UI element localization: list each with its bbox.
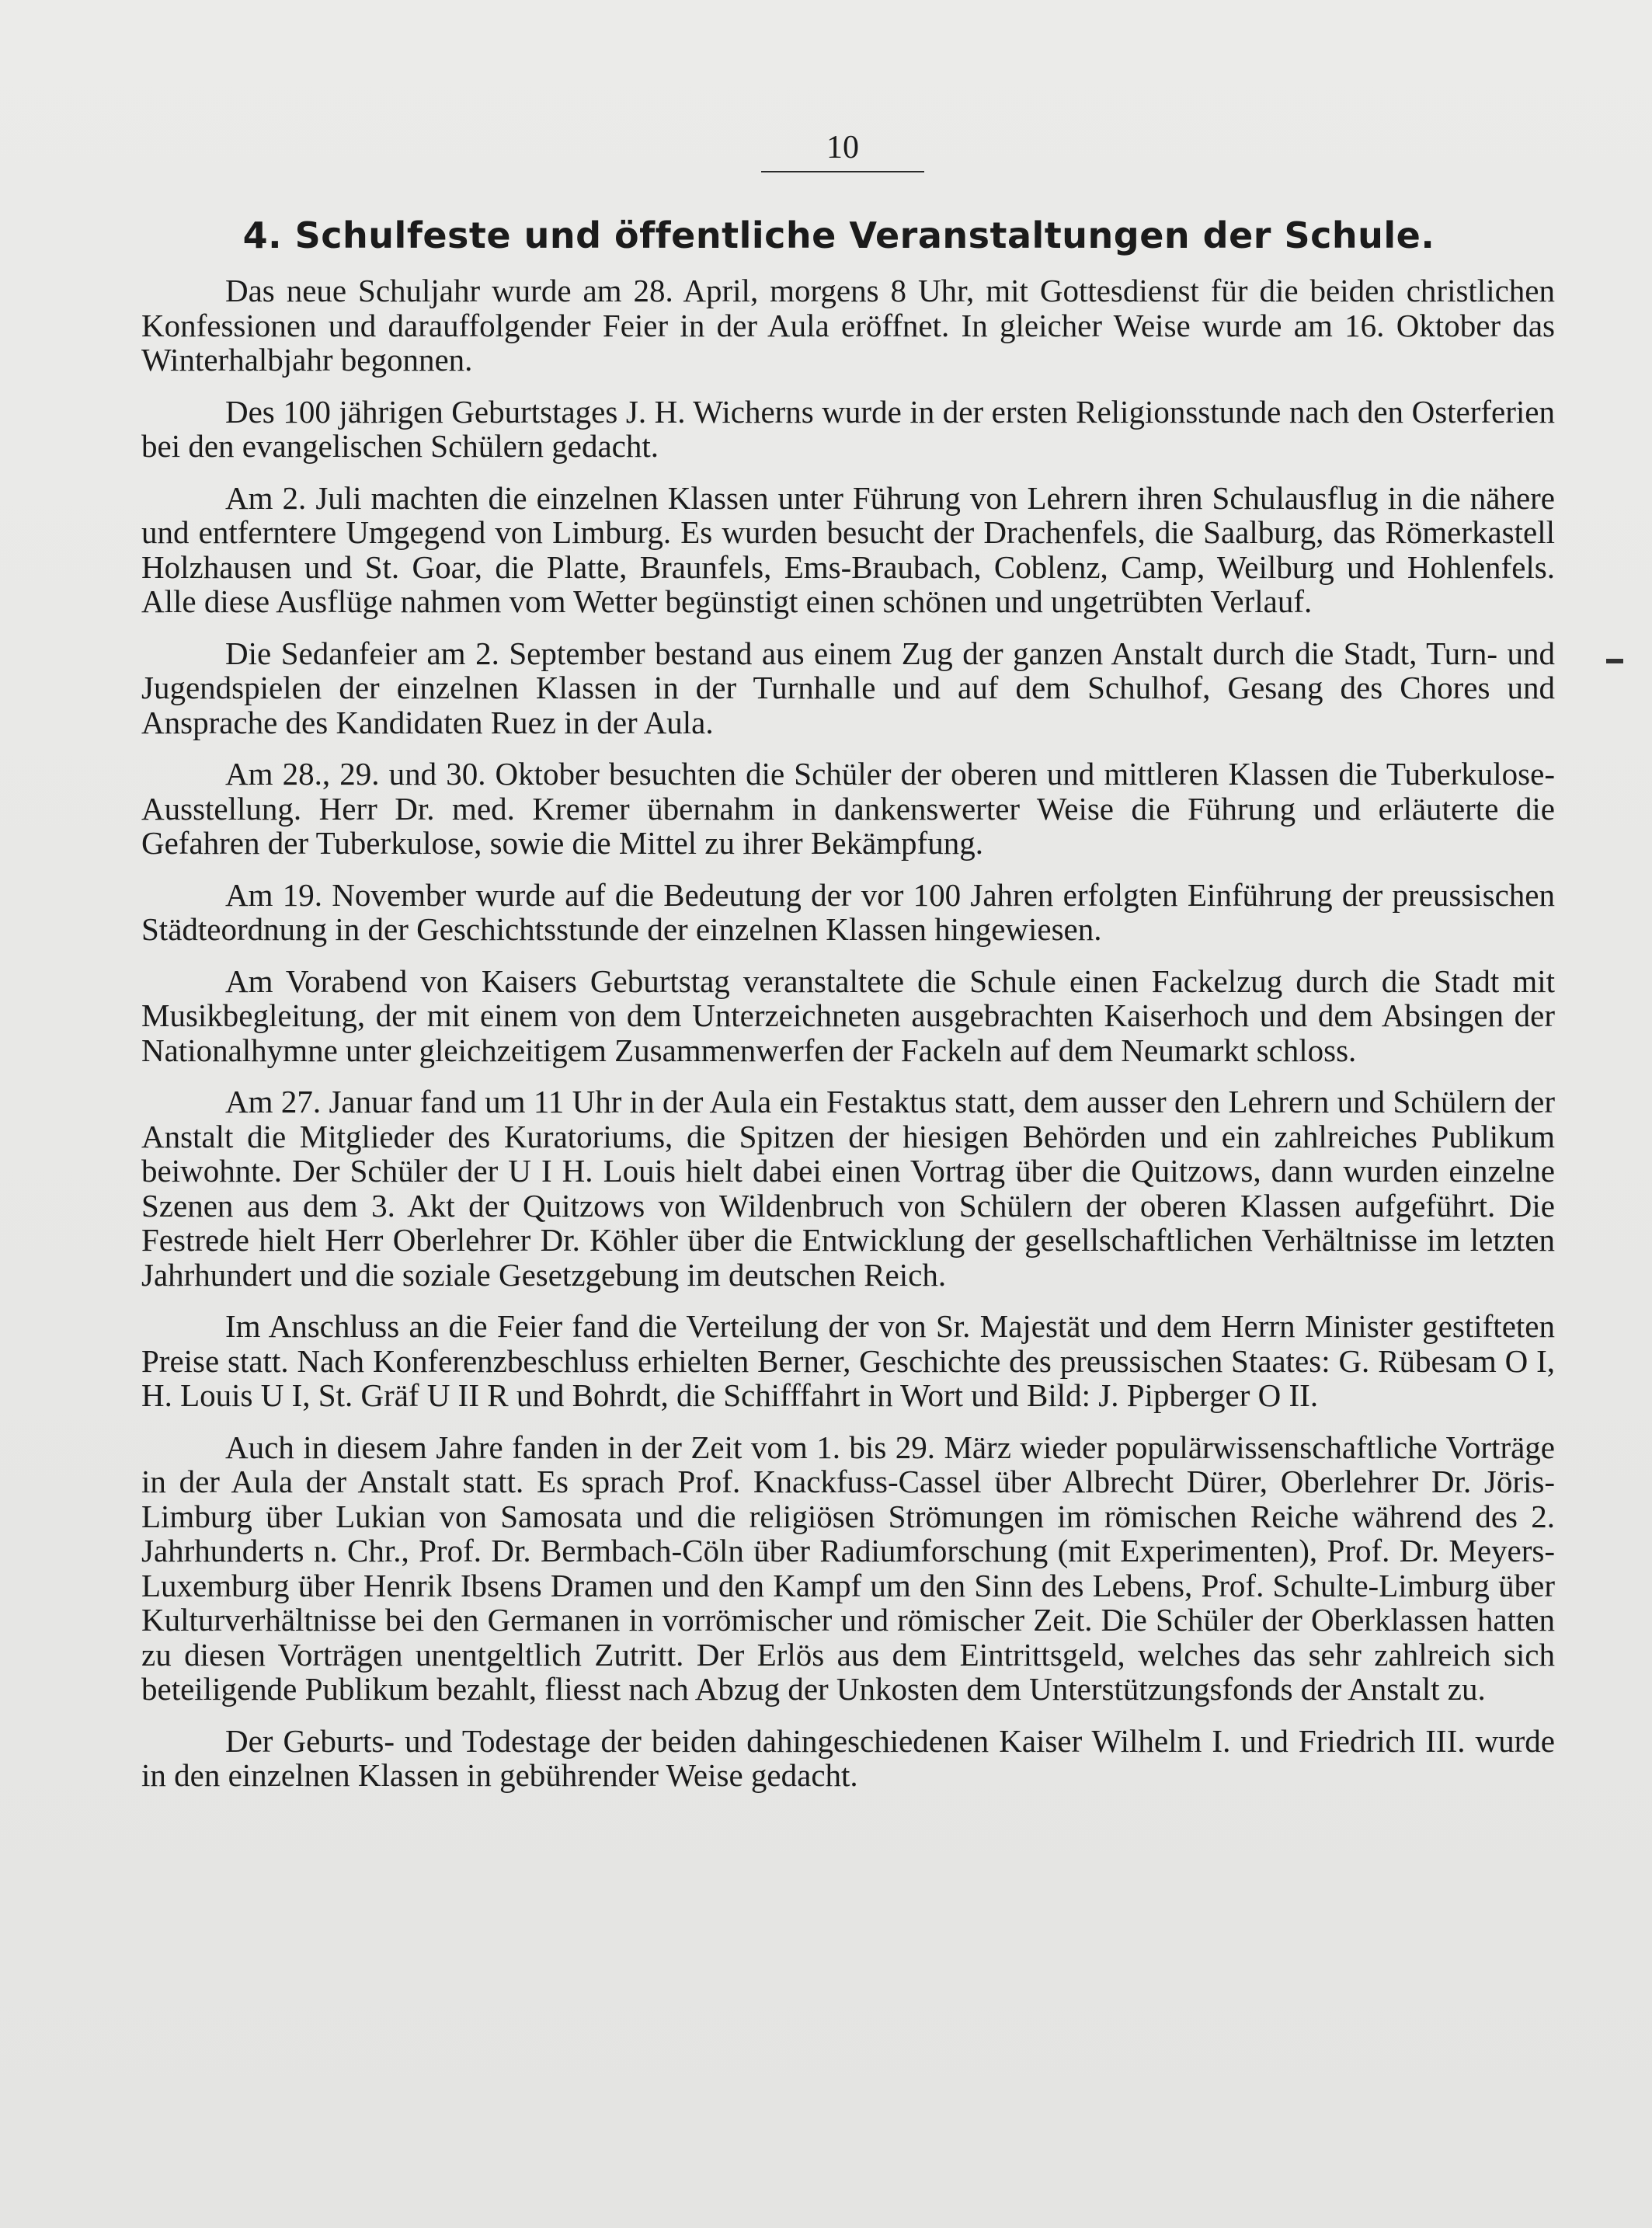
paragraph-festaktus: Am 27. Januar fand um 11 Uhr in der Aula ein Festaktus statt, dem ausser den Lehrern und Schülern der Anstalt die Mitglieder des Kuratoriums, die Spitzen der hiesigen Behörden und ein zahlreiches Publikum beiwohnte. Der Schüler der U I H. Louis hielt dabei einen Vortrag über die Quitzows, dann wurden einzelne Szenen aus dem 3. Akt der Quitzows von Wildenbruch von Schülern der oberen Klassen aufgeführt. Die Festrede hielt Herr Oberlehrer Dr. Köhler über die Entwicklung der gesellschaftlichen Verhältnisse im letzten Jahrhundert und die soziale Gesetzgebung im deutschen Reich. bbox=[141, 1084, 1555, 1293]
paragraph-school-excursions: Am 2. Juli machten die einzelnen Klassen unter Führung von Lehrern ihren Schulausflug in die nähere und entferntere Umgegend von Limburg. Es wurden besucht der Drachenfels, die Saalburg, das Römerkastell Holzhausen und St. Goar, die Platte, Braunfels, Ems-Braubach, Coblenz, Camp, Weilburg und Hohlenfels. Alle diese Ausflüge nahmen vom Wetter begünstigt einen schönen und ungetrübten Verlauf. bbox=[141, 479, 1555, 619]
paragraph-sedan-celebration: Die Sedanfeier am 2. September bestand aus einem Zug der ganzen Anstalt durch die Stadt, Turn- und Jugendspielen der einzelnen Klassen in der Turnhalle und auf dem Schulhof, Gesang des Chores und Ansprache des Kandidaten Ruez in der Aula. bbox=[141, 635, 1555, 740]
page-number-rule bbox=[761, 171, 924, 172]
paragraph-torchlight-procession: Am Vorabend von Kaisers Geburtstag veranstaltete die Schule einen Fackelzug durch die Stadt mit Musikbegleitung, der mit einem von dem Unterzeichneten ausgebrachten Kaiserhoch und dem Absingen der Nationalhymne unter gleichzeitigem Zusammenwerfen der Fackeln auf dem Neumarkt schloss. bbox=[141, 963, 1555, 1068]
paragraph-lectures: Auch in diesem Jahre fanden in der Zeit vom 1. bis 29. März wieder populärwissenschaftliche Vorträge in der Aula der Anstalt statt. Es sprach Prof. Knackfuss-Cassel über Albrecht Dürer, Oberlehrer Dr. Jöris-Limburg über Lukian von Samosata und die religiösen Strömungen im römischen Reiche während des 2. Jahrhunderts n. Chr., Prof. Dr. Bermbach-Cöln über Radiumforschung (mit Experimenten), Prof. Dr. Meyers-Luxemburg über Henrik Ibsens Dramen und den Kampf um den Sinn des Lebens, Prof. Schulte-Limburg über Kulturverhältnisse bei den Germanen in vorrömischer und römischer Zeit. Die Schüler der Oberklassen hatten zu diesen Vorträgen unentgeltlich Zutritt. Der Erlös aus dem Eintrittsgeld, welches das sehr zahlreich sich beteiligende Publikum bezahlt, fliesst nach Abzug der Unkosten dem Unterstützungsfonds der Anstalt zu. bbox=[141, 1429, 1555, 1707]
paragraph-wichern-birthday: Des 100 jährigen Geburtstages J. H. Wicherns wurde in der ersten Religionsstunde nach den Osterferien bei den evangelischen Schülern gedacht. bbox=[141, 393, 1555, 464]
paragraph-tuberculosis-exhibition: Am 28., 29. und 30. Oktober besuchten die Schüler der oberen und mittleren Klassen die Tuberkulose-Ausstellung. Herr Dr. med. Kremer übernahm in dankenswerter Weise die Führung und erläuterte die Gefahren der Tuberkulose, sowie die Mittel zu ihrer Bekämpfung. bbox=[141, 756, 1555, 861]
section-heading: 4. Schulfeste und öffentliche Veranstaltungen der Schule. bbox=[242, 214, 1435, 256]
margin-mark bbox=[1606, 659, 1623, 663]
body-text bbox=[141, 273, 1555, 1810]
page-number: 10 bbox=[826, 130, 859, 165]
paragraph-school-year-opening: Das neue Schuljahr wurde am 28. April, morgens 8 Uhr, mit Gottesdienst für die beiden christlichen Konfessionen und darauffolgender Feier in der Aula eröffnet. In gleicher Weise wurde am 16. Oktober das Winterhalbjahr begonnen. bbox=[141, 273, 1555, 378]
paragraph-city-ordinance: Am 19. November wurde auf die Bedeutung der vor 100 Jahren erfolgten Einführung der preussischen Städteordnung in der Geschichtsstunde der einzelnen Klassen hingewiesen. bbox=[141, 876, 1555, 947]
paragraph-prize-distribution: Im Anschluss an die Feier fand die Verteilung der von Sr. Majestät und dem Herrn Minister gestifteten Preise statt. Nach Konferenzbeschluss erhielten Berner, Geschichte des preussischen Staates: G. Rübesam O I, H. Louis U I, St. Gräf U II R und Bohrdt, die Schifffahrt in Wort und Bild: J. Pipberger O II. bbox=[141, 1308, 1555, 1413]
paragraph-emperors-commemoration: Der Geburts- und Todestage der beiden dahingeschiedenen Kaiser Wilhelm I. und Friedrich III. wurde in den einzelnen Klassen in gebührender Weise gedacht. bbox=[141, 1722, 1555, 1793]
